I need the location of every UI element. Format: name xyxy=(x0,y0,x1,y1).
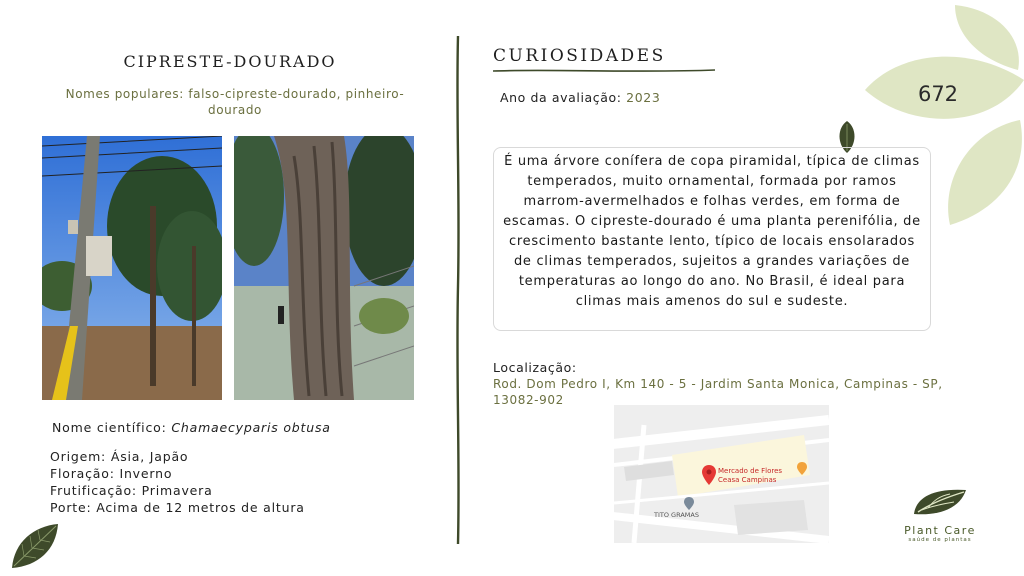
location-map[interactable] xyxy=(614,405,829,543)
description-box: É uma árvore conífera de copa piramidal, típica de climas temperados, muito ornamental, formada por ramos marrom-avermelhados e folhas verdes, em forma de escamas. O cipreste-dourado é uma planta perenifólia, de crescimento bastante lento, típico de locais ensolarados de climas temperados, sujeitos a grandes variações de temperaturas ao longo do ano. No Brasil, é ideal para climas mais amenos do sul e sudeste. xyxy=(493,147,931,331)
map-pin-icon xyxy=(684,497,694,510)
brand xyxy=(900,486,980,543)
popular-names: Nomes populares: falso-cipreste-dourado, pinheiro-dourado xyxy=(65,87,405,117)
map-pin-icon[interactable] xyxy=(702,465,716,485)
tree-photo-wide xyxy=(42,136,222,400)
vertical-divider xyxy=(455,36,461,544)
title-underline xyxy=(493,68,715,74)
location-label: Localização: xyxy=(493,360,577,375)
scientific-name: Chamaecyparis obtusa xyxy=(171,420,331,435)
curiosities-title: CURIOSIDADES xyxy=(493,46,666,66)
year-label: Ano da avaliação: xyxy=(500,90,627,105)
map-secondary-place: TITO GRAMAS xyxy=(654,511,699,519)
leaf-icon xyxy=(10,522,60,570)
brand-tagline: saúde de plantas xyxy=(908,537,972,543)
evaluation-year xyxy=(500,90,660,105)
plant-care-logo-icon xyxy=(910,486,970,518)
map-pin-icon xyxy=(797,462,807,475)
year-value: 2023 xyxy=(626,90,661,105)
size: Porte: Acima de 12 metros de altura xyxy=(50,500,305,515)
brand-name: Plant Care xyxy=(904,524,976,537)
fruiting: Frutificação: Primavera xyxy=(50,483,213,498)
origin: Origem: Ásia, Japão xyxy=(50,449,189,464)
count-badge: 672 xyxy=(917,82,959,106)
tree-trunk-photo xyxy=(234,136,414,400)
plant-facts xyxy=(50,448,305,516)
map-place-name: Mercado de Flores Ceasa Campinas xyxy=(718,467,783,484)
flowering: Floração: Inverno xyxy=(50,466,173,481)
location-address: Rod. Dom Pedro I, Km 140 - 5 - Jardim Santa Monica, Campinas - SP, 13082-902 xyxy=(493,377,943,407)
plant-common-name: CIPRESTE-DOURADO xyxy=(123,52,337,71)
scientific-name-label: Nome científico: xyxy=(52,420,172,435)
scientific-name-line xyxy=(52,420,331,435)
